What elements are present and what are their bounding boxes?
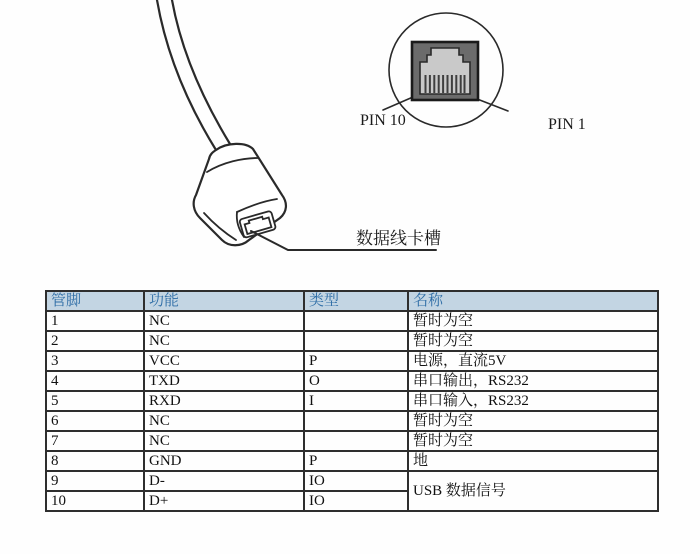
- cable-line: [157, 0, 216, 150]
- cell-pin: 10: [46, 491, 144, 511]
- cell-func: NC: [144, 431, 304, 451]
- cell-name: 地: [408, 451, 658, 471]
- cell-func: RXD: [144, 391, 304, 411]
- table-row: [46, 431, 658, 451]
- cell-name: 暂时为空: [408, 431, 658, 451]
- cell-pin: 5: [46, 391, 144, 411]
- cell-func: GND: [144, 451, 304, 471]
- header-name: 名称: [408, 291, 658, 311]
- rj-cavity: [420, 48, 470, 94]
- cell-pin: 7: [46, 431, 144, 451]
- cell-pin: 9: [46, 471, 144, 491]
- cell-pin: 4: [46, 371, 144, 391]
- cell-name: 串口输出，RS232: [408, 371, 658, 391]
- cell-type: [304, 331, 408, 351]
- cell-name-merged: USB 数据信号: [408, 471, 658, 511]
- cell-pin: 2: [46, 331, 144, 351]
- pinout-table: [45, 290, 659, 512]
- cell-func: NC: [144, 311, 304, 331]
- cell-type: [304, 411, 408, 431]
- cell-type: O: [304, 371, 408, 391]
- cell-type: I: [304, 391, 408, 411]
- pin1-label: PIN 1: [548, 116, 586, 133]
- cell-name: 暂时为空: [408, 411, 658, 431]
- cell-pin: 8: [46, 451, 144, 471]
- table-row: [46, 351, 658, 371]
- cell-name: 暂时为空: [408, 331, 658, 351]
- cell-type: P: [304, 351, 408, 371]
- header-type: 类型: [304, 291, 408, 311]
- table-row: [46, 371, 658, 391]
- cell-type: IO: [304, 491, 408, 511]
- rj-connector-face: [412, 42, 478, 100]
- table-row: [46, 391, 658, 411]
- table-row: [46, 451, 658, 471]
- cell-pin: 3: [46, 351, 144, 371]
- cell-name: 电源，直流5V: [408, 351, 658, 371]
- cell-func: VCC: [144, 351, 304, 371]
- cell-func: NC: [144, 331, 304, 351]
- cell-name: 串口输入，RS232: [408, 391, 658, 411]
- cell-pin: 6: [46, 411, 144, 431]
- cell-type: P: [304, 451, 408, 471]
- cell-func: TXD: [144, 371, 304, 391]
- table-row: [46, 331, 658, 351]
- header-pin: 管脚: [46, 291, 144, 311]
- table-row: [46, 471, 658, 491]
- cell-name: 暂时为空: [408, 311, 658, 331]
- cell-type: IO: [304, 471, 408, 491]
- cell-func: D-: [144, 471, 304, 491]
- table-header-row: [46, 291, 658, 311]
- cell-type: [304, 311, 408, 331]
- table-row: [46, 411, 658, 431]
- cell-func: NC: [144, 411, 304, 431]
- data-cable-slot-label: 数据线卡槽: [356, 229, 441, 248]
- table-row: [46, 311, 658, 331]
- cell-pin: 1: [46, 311, 144, 331]
- pin10-label: PIN 10: [360, 112, 406, 129]
- pin10-leader-line: [383, 97, 413, 110]
- cell-func: D+: [144, 491, 304, 511]
- header-func: 功能: [144, 291, 304, 311]
- cell-type: [304, 431, 408, 451]
